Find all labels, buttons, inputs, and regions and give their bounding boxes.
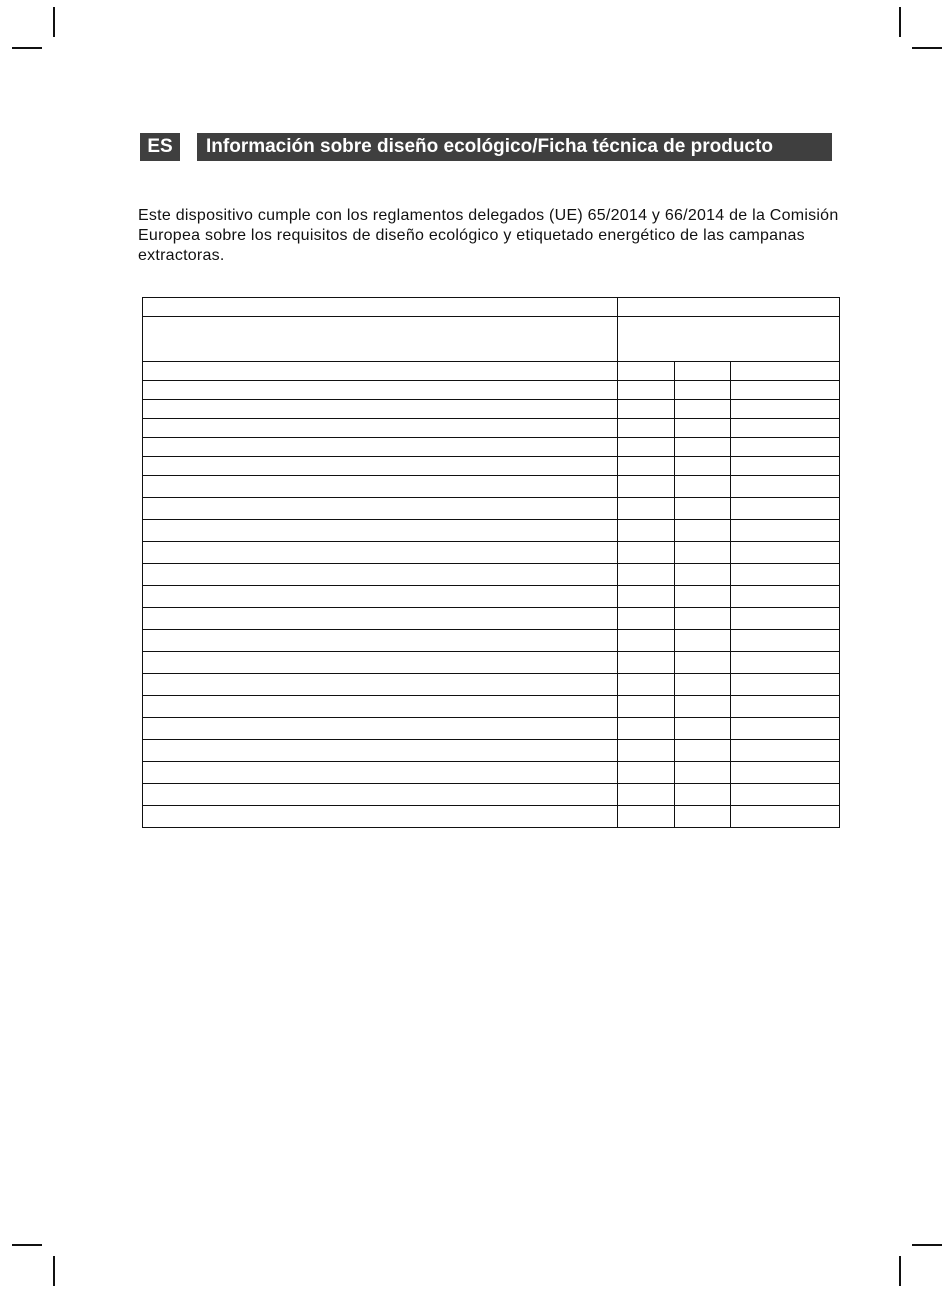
table-row — [143, 806, 840, 828]
unit-cell — [731, 696, 840, 718]
symbol-cell — [618, 696, 675, 718]
parameter-cell — [143, 381, 618, 400]
value-cell — [675, 362, 731, 381]
parameter-cell — [143, 586, 618, 608]
value-cell — [675, 586, 731, 608]
parameter-cell — [143, 362, 618, 381]
value-cell — [675, 784, 731, 806]
header-value-cell — [618, 317, 840, 362]
table-row — [143, 381, 840, 400]
table-row — [143, 362, 840, 381]
parameter-cell — [143, 542, 618, 564]
symbol-cell — [618, 438, 675, 457]
table-row — [143, 696, 840, 718]
parameter-cell — [143, 419, 618, 438]
parameter-cell — [143, 630, 618, 652]
symbol-cell — [618, 608, 675, 630]
header-label-cell — [143, 317, 618, 362]
table-header-row — [143, 317, 840, 362]
page-title-text: Información sobre diseño ecológico/Ficha técnica de producto — [206, 136, 773, 157]
symbol-cell — [618, 400, 675, 419]
unit-cell — [731, 419, 840, 438]
unit-cell — [731, 652, 840, 674]
table-row — [143, 718, 840, 740]
intro-paragraph: Este dispositivo cumple con los reglamentos delegados (UE) 65/2014 y 66/2014 de la Comisión Europea sobre los requisitos de diseño ecológico y etiquetado energético de las campanas extractoras. — [138, 207, 839, 264]
parameter-cell — [143, 564, 618, 586]
unit-cell — [731, 674, 840, 696]
unit-cell — [731, 476, 840, 498]
symbol-cell — [618, 652, 675, 674]
table-row — [143, 564, 840, 586]
symbol-cell — [618, 586, 675, 608]
symbol-cell — [618, 362, 675, 381]
unit-cell — [731, 457, 840, 476]
parameter-cell — [143, 740, 618, 762]
parameter-cell — [143, 652, 618, 674]
table-row — [143, 457, 840, 476]
crop-mark-top-right-vertical — [899, 7, 901, 37]
symbol-cell — [618, 740, 675, 762]
product-fiche-table — [142, 297, 840, 828]
symbol-cell — [618, 806, 675, 828]
symbol-cell — [618, 498, 675, 520]
symbol-cell — [618, 674, 675, 696]
language-badge: ES — [140, 133, 180, 161]
table-row — [143, 520, 840, 542]
symbol-cell — [618, 457, 675, 476]
table-header-row — [143, 298, 840, 317]
symbol-cell — [618, 762, 675, 784]
unit-cell — [731, 806, 840, 828]
symbol-cell — [618, 718, 675, 740]
parameter-cell — [143, 718, 618, 740]
unit-cell — [731, 740, 840, 762]
unit-cell — [731, 586, 840, 608]
table-row — [143, 630, 840, 652]
table-row — [143, 740, 840, 762]
table-row — [143, 476, 840, 498]
symbol-cell — [618, 784, 675, 806]
unit-cell — [731, 438, 840, 457]
symbol-cell — [618, 381, 675, 400]
unit-cell — [731, 630, 840, 652]
unit-cell — [731, 718, 840, 740]
parameter-cell — [143, 498, 618, 520]
unit-cell — [731, 498, 840, 520]
value-cell — [675, 718, 731, 740]
symbol-cell — [618, 542, 675, 564]
symbol-cell — [618, 630, 675, 652]
parameter-cell — [143, 476, 618, 498]
header-value-cell — [618, 298, 840, 317]
unit-cell — [731, 381, 840, 400]
table-row — [143, 762, 840, 784]
symbol-cell — [618, 419, 675, 438]
table-row — [143, 586, 840, 608]
unit-cell — [731, 520, 840, 542]
crop-mark-bottom-left-vertical — [53, 1256, 55, 1286]
value-cell — [675, 542, 731, 564]
parameter-cell — [143, 696, 618, 718]
parameter-cell — [143, 608, 618, 630]
page-title — [197, 133, 832, 161]
table-row — [143, 784, 840, 806]
unit-cell — [731, 542, 840, 564]
crop-mark-bottom-left-horizontal — [12, 1244, 42, 1246]
parameter-cell — [143, 520, 618, 542]
unit-cell — [731, 362, 840, 381]
parameter-cell — [143, 784, 618, 806]
symbol-cell — [618, 520, 675, 542]
unit-cell — [731, 400, 840, 419]
symbol-cell — [618, 476, 675, 498]
value-cell — [675, 520, 731, 542]
table-row — [143, 438, 840, 457]
crop-mark-bottom-right-horizontal — [912, 1244, 942, 1246]
table-row — [143, 498, 840, 520]
value-cell — [675, 564, 731, 586]
parameter-cell — [143, 400, 618, 419]
table-row — [143, 542, 840, 564]
value-cell — [675, 652, 731, 674]
crop-mark-top-left-vertical — [53, 7, 55, 37]
parameter-cell — [143, 438, 618, 457]
unit-cell — [731, 564, 840, 586]
value-cell — [675, 419, 731, 438]
value-cell — [675, 498, 731, 520]
value-cell — [675, 740, 731, 762]
parameter-cell — [143, 457, 618, 476]
value-cell — [675, 476, 731, 498]
value-cell — [675, 806, 731, 828]
value-cell — [675, 674, 731, 696]
unit-cell — [731, 608, 840, 630]
crop-mark-top-left-horizontal — [12, 47, 42, 49]
table-row — [143, 674, 840, 696]
value-cell — [675, 400, 731, 419]
value-cell — [675, 381, 731, 400]
value-cell — [675, 438, 731, 457]
unit-cell — [731, 762, 840, 784]
parameter-cell — [143, 762, 618, 784]
value-cell — [675, 608, 731, 630]
value-cell — [675, 457, 731, 476]
table-row — [143, 608, 840, 630]
table-row — [143, 400, 840, 419]
parameter-cell — [143, 806, 618, 828]
value-cell — [675, 696, 731, 718]
header-label-cell — [143, 298, 618, 317]
table-row — [143, 652, 840, 674]
parameter-cell — [143, 674, 618, 696]
value-cell — [675, 630, 731, 652]
crop-mark-top-right-horizontal — [912, 47, 942, 49]
table-row — [143, 419, 840, 438]
unit-cell — [731, 784, 840, 806]
symbol-cell — [618, 564, 675, 586]
value-cell — [675, 762, 731, 784]
crop-mark-bottom-right-vertical — [899, 1256, 901, 1286]
